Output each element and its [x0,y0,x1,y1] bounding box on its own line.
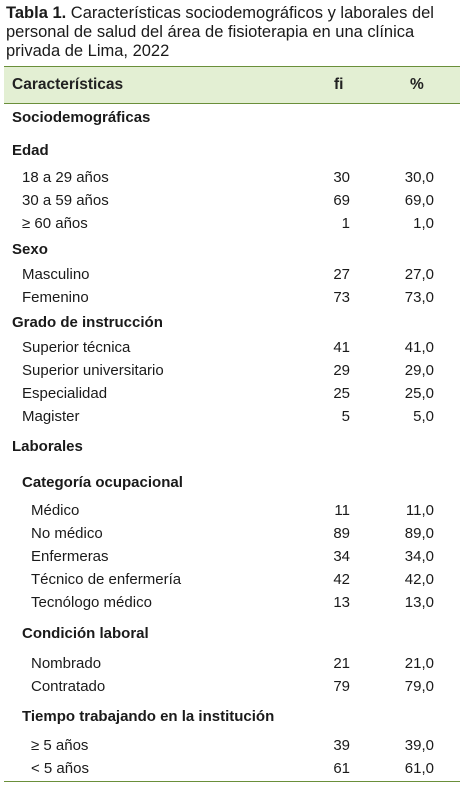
row-fi: 34 [333,548,350,565]
table-bottom-rule [4,781,460,782]
section-row [4,436,460,458]
row-fi: 79 [333,678,350,695]
table-row [4,383,460,405]
row-label: Condición laboral [22,625,149,642]
header-fi: fi [334,76,344,93]
row-percent: 27,0 [404,266,434,283]
row-label: Nombrado [31,655,102,672]
row-percent: 42,0 [404,571,434,588]
row-percent: 11,0 [405,502,434,519]
table-row [4,735,460,757]
table-row [4,190,460,212]
group-row [4,140,460,162]
row-label: Categoría ocupacional [22,474,183,491]
table-caption [6,4,462,61]
row-label: Superior técnica [22,339,131,356]
row-label: Magister [22,408,80,425]
row-fi: 11 [334,502,350,519]
row-label: No médico [31,525,103,542]
row-percent: 89,0 [404,525,434,542]
row-percent: 61,0 [404,760,434,777]
row-label: Edad [12,142,49,159]
table-row [4,406,460,428]
table-row [4,360,460,382]
row-label: Contratado [31,678,106,695]
row-fi: 73 [333,289,350,306]
row-percent: 25,0 [404,385,434,402]
row-percent: 34,0 [404,548,434,565]
row-label: Laborales [12,438,83,455]
table-header [4,66,460,104]
table-row [4,592,460,614]
row-fi: 39 [333,737,350,754]
row-label: Técnico de enfermería [31,571,182,588]
group-row [4,623,460,645]
row-label: Sexo [12,241,48,258]
table-row [4,337,460,359]
row-percent: 41,0 [404,339,434,356]
row-fi: 41 [333,339,350,356]
table-row [4,167,460,189]
row-fi: 29 [333,362,350,379]
row-percent: 69,0 [404,192,434,209]
row-label: Médico [31,502,80,519]
row-label: Tiempo trabajando en la institución [22,708,275,725]
row-percent: 5,0 [413,408,434,425]
table-row [4,500,460,522]
row-percent: 1,0 [413,215,434,232]
table-title: Características sociodemográficos y laborales del personal de salud del área de fisioterapia en una clínica privada de Lima, 2022 [6,4,434,60]
group-row [4,706,460,728]
row-percent: 73,0 [404,289,434,306]
header-characteristics: Características [12,76,124,93]
row-fi: 25 [333,385,350,402]
table-row [4,546,460,568]
row-fi: 30 [333,169,350,186]
row-label: Femenino [22,289,89,306]
row-percent: 13,0 [404,594,434,611]
group-row [4,312,460,334]
row-label: Sociodemográficas [12,109,151,126]
group-row [4,239,460,261]
row-label: 18 a 29 años [22,169,109,186]
table-row [4,569,460,591]
row-fi: 1 [341,215,350,232]
row-label: ≥ 60 años [22,215,88,232]
table-number: Tabla 1. [6,4,67,22]
table-row [4,523,460,545]
row-label: Superior universitario [22,362,164,379]
row-label: ≥ 5 años [31,737,89,754]
row-label: Enfermeras [31,548,109,565]
row-label: 30 a 59 años [22,192,109,209]
row-fi: 5 [341,408,350,425]
header-percent: % [410,76,424,93]
row-fi: 27 [333,266,350,283]
table-row [4,213,460,235]
table-row [4,653,460,675]
row-fi: 42 [333,571,350,588]
row-percent: 21,0 [404,655,434,672]
row-fi: 13 [333,594,350,611]
row-fi: 61 [333,760,350,777]
row-label: Tecnólogo médico [31,594,152,611]
row-label: Grado de instrucción [12,314,163,331]
table-row [4,758,460,780]
row-percent: 79,0 [404,678,434,695]
row-fi: 21 [333,655,350,672]
group-row [4,472,460,494]
table-row [4,287,460,309]
row-label: Especialidad [22,385,108,402]
table-row [4,264,460,286]
row-percent: 29,0 [404,362,434,379]
row-percent: 39,0 [404,737,434,754]
row-percent: 30,0 [404,169,434,186]
row-fi: 89 [333,525,350,542]
row-label: Masculino [22,266,90,283]
table-row [4,676,460,698]
row-fi: 69 [333,192,350,209]
row-label: < 5 años [31,760,89,777]
section-row [4,107,460,129]
